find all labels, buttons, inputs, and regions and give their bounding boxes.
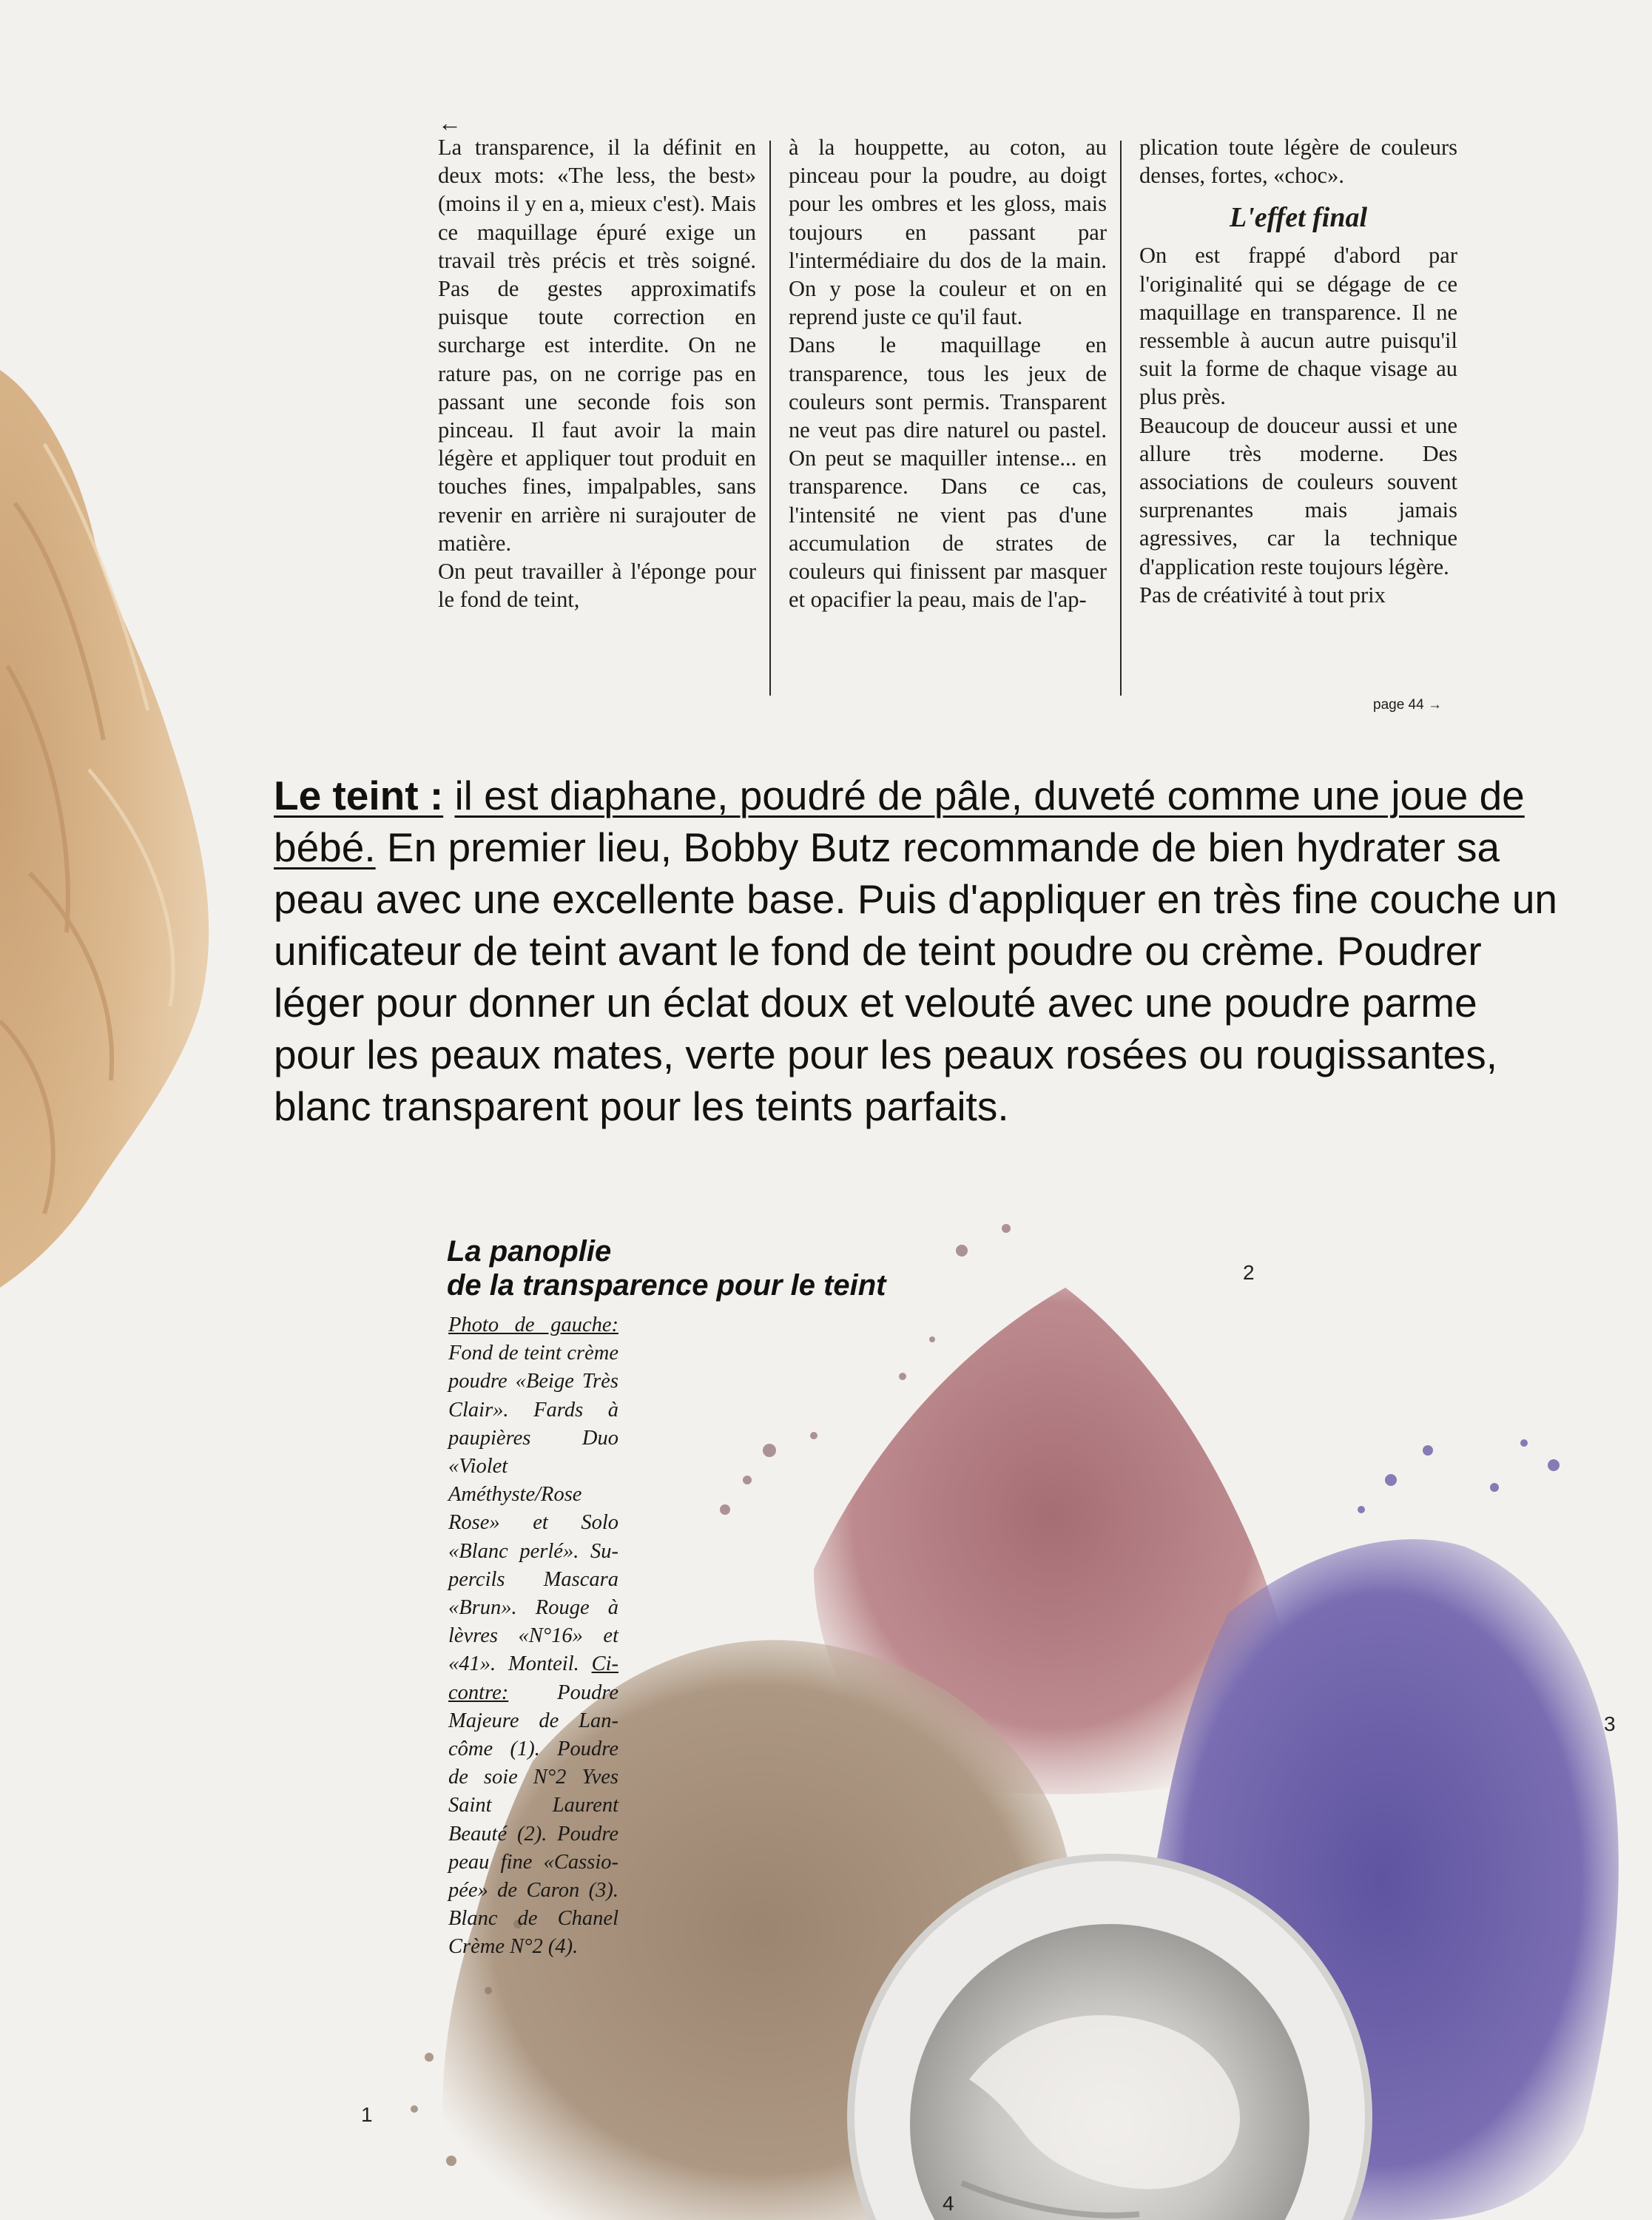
continued-arrow: ← bbox=[438, 110, 462, 136]
figure-number: 4 bbox=[943, 2192, 954, 2215]
article-column-3 bbox=[1139, 133, 1457, 609]
continued-on-page: page 44 → bbox=[1373, 697, 1442, 713]
article-column-1 bbox=[438, 133, 756, 613]
paragraph: à la houppette, au coton, au pinceau pour la poudre, au doigt pour les ombres et les gloss, mais toujours en passant par l'intermédiaire du dos de la main. On y pose la couleur et on en reprend juste ce qu'il faut. bbox=[789, 135, 1107, 330]
paragraph: plication toute légère de couleurs denses, fortes, «choc». bbox=[1139, 135, 1457, 189]
paragraph: La transparence, il la définit en deux mots: «The less, the best» (moins il y en a, mieux c'est). Mais ce maquillage épuré exige un travail très précis et très soigné. Pas de gestes approximatifs puisque toute correction en surcharge est interdite. On ne rature pas, on ne corrige pas en passant une seconde fois son pinceau. Il faut avoir la main légère et appliquer tout produit en touches fines, impalpables, sans revenir en arrière ni surajouter de matière. bbox=[438, 135, 756, 556]
figure-number: 1 bbox=[361, 2103, 373, 2126]
lead-text: En premier lieu, Bobby Butz recommande de bien hydrater sa peau avec une excellente base. Puis d'appliquer en très fine couche un unificateur de teint avant le fond de teint poudre ou crème. Poudrer léger pour donner un éclat doux et velouté avec une poudre parme pour les peaux mates, verte pour les peaux rosées ou rougissantes, blanc transparent pour les teints parfaits. bbox=[274, 824, 1558, 1129]
paragraph: Dans le maquillage en transparence, tous les jeux de couleurs sont permis. Transparent ne veut pas dire naturel ou pastel. On peut se maquiller intense... en transparence. Dans ce cas, l'intensité ne vient pas d'une accumulation de strates de couleurs qui finissent par masquer et opacifier la peau, mais de l'ap- bbox=[789, 332, 1107, 613]
article-column-2 bbox=[789, 133, 1107, 613]
subheading: L'effet final bbox=[1229, 202, 1368, 234]
caption-title bbox=[447, 1234, 1113, 1302]
figure-number: 2 bbox=[1243, 1261, 1255, 1284]
figure-number: 3 bbox=[1604, 1712, 1616, 1735]
caption-text: Poudre Majeure de Lancôme (1). Poudre de soie N°2 Yves Saint Laurent Beauté (2). Poudre peau fine «Cassiopée» de Caron (3). Blanc de Chanel Crème N°2 (4). bbox=[448, 1681, 618, 1959]
caption-title-line: de la transparence pour le teint bbox=[447, 1269, 886, 1302]
lead-underlined: il est diaphane, poudré de pâle, duveté comme une joue de bébé. bbox=[274, 773, 1525, 870]
caption-label: Ci-contre: bbox=[448, 1652, 618, 1704]
paragraph: Pas de créativité à tout prix bbox=[1139, 582, 1386, 608]
caption-label: Photo de gauche: bbox=[448, 1314, 618, 1336]
lead-keyword: Le teint : bbox=[274, 773, 444, 818]
paragraph: On est frappé d'abord par l'originalité qui se dégage de ce maquillage en transparence. Il ne ressemble à aucun autre puisqu'il suit la forme de chaque visage au plus près. bbox=[1139, 243, 1457, 410]
hair-photo bbox=[0, 355, 222, 1288]
caption-title-line: La panoplie bbox=[447, 1235, 612, 1268]
lead-paragraph bbox=[274, 770, 1561, 1132]
caption-text: Fond de teint crème poudre «Beige Très Clair». Fards à paupières Duo «Violet Améthyste/Rose Rose» et Solo «Blanc perlé». Supercils Mascara «Brun». Rouge à lèvres «N°16» et «41». Monteil. bbox=[448, 1342, 618, 1676]
column-divider bbox=[769, 141, 771, 696]
caption-body bbox=[448, 1311, 618, 1962]
paragraph: Beaucoup de douceur aussi et une allure très moderne. Des associations de couleurs souvent surprenantes mais jamais agressives, car la technique d'application reste toujours légère. bbox=[1139, 412, 1457, 579]
column-divider bbox=[1120, 141, 1122, 696]
paragraph: On peut travailler à l'éponge pour le fond de teint, bbox=[438, 559, 756, 613]
